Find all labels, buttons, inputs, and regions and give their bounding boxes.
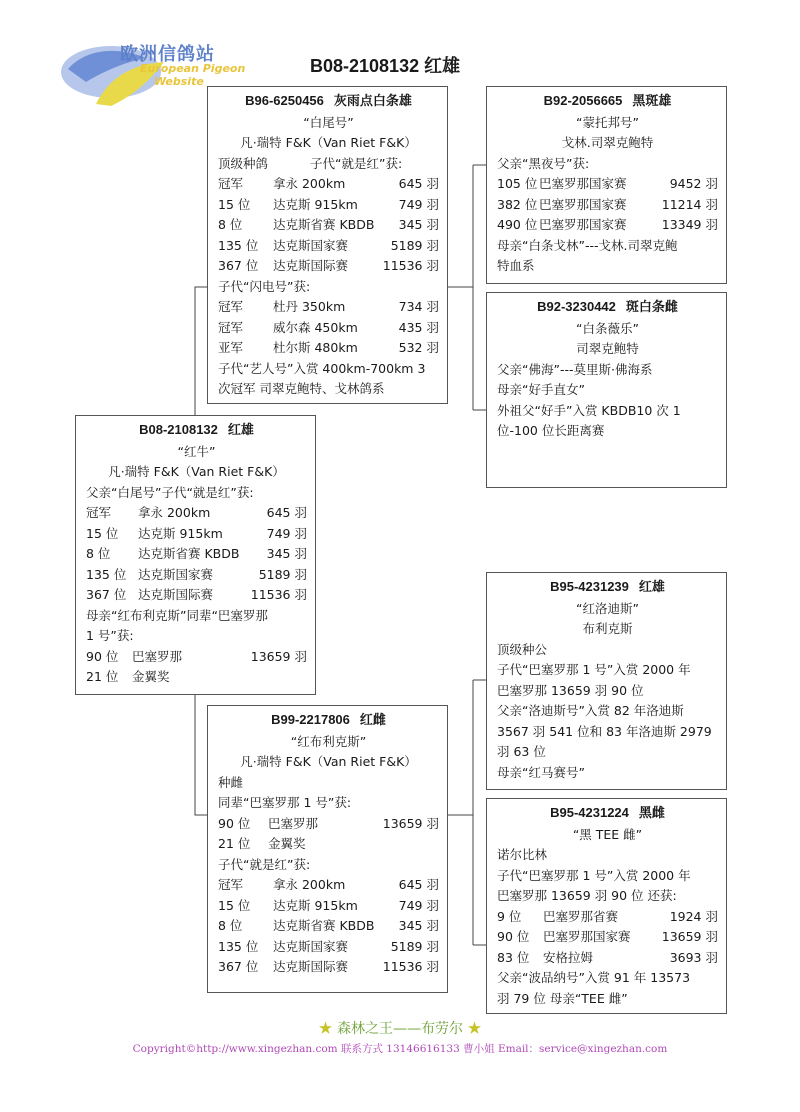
result-count: 749 羽 (266, 525, 307, 541)
result-race: 金翼奖 (132, 669, 170, 684)
result-race: 巴塞罗那国家赛 (539, 196, 627, 212)
sire-dam-line: 位-100 位长距离赛 (497, 423, 605, 438)
dam-sire-name: “红洛迪斯” (576, 600, 639, 616)
result-count: 11214 羽 (661, 196, 718, 212)
sire-sire-name: “蒙托邦号” (576, 114, 639, 130)
logo-text-cn: 欧洲信鸽站 (120, 44, 215, 65)
sire-line: 次冠军 司翠克鲍特、戈林鸽系 (218, 381, 385, 396)
result-place: 135 位 (86, 566, 127, 582)
result-race: 金翼奖 (268, 836, 306, 851)
result-place: 83 位 (497, 949, 530, 965)
sire-line: 子代“艺人号”入赏 400km-700km 3 (218, 360, 426, 376)
result-race: 达克斯 915km (273, 196, 358, 212)
result-place: 21 位 (218, 836, 251, 851)
result-count: 532 羽 (398, 340, 439, 355)
result-race: 巴塞罗那国家赛 (539, 176, 627, 191)
result-row (86, 503, 307, 524)
result-race: 安格拉姆 (543, 949, 594, 965)
logo-en-line1: European Pigeon (140, 62, 246, 75)
result-row (218, 297, 439, 318)
dam-sire-line: 子代“巴塞罗那 1 号”入赏 2000 年 (497, 662, 691, 677)
result-count: 345 羽 (398, 217, 439, 232)
sire-sire-card (486, 86, 727, 284)
result-place: 冠军 (218, 319, 244, 335)
dam-sire-line: 羽 63 位 (497, 744, 546, 759)
sire-breeder: 凡·瑞特 F&K（Van Riet F&K） (240, 135, 417, 150)
result-place: 21 位 (86, 669, 119, 684)
result-race: 达克斯省赛 KBDB (273, 918, 375, 933)
dam-dam-breeder: 诺尔比林 (497, 847, 548, 862)
result-race: 杜丹 350km (273, 299, 346, 314)
result-row (86, 565, 307, 586)
result-place: 90 位 (86, 648, 119, 664)
dam-dam-name: “黑 TEE 雌” (572, 826, 643, 842)
result-place: 8 位 (218, 918, 243, 933)
result-race: 拿永 200km (273, 176, 346, 191)
logo-text-en (140, 62, 245, 88)
result-row (86, 585, 307, 606)
result-count: 345 羽 (398, 918, 439, 933)
result-place: 135 位 (218, 938, 259, 954)
result-row (497, 174, 718, 195)
result-count: 13349 羽 (661, 217, 718, 232)
dam-results-2 (218, 875, 439, 978)
dam-line: 种雌 (218, 774, 244, 790)
result-place: 90 位 (218, 815, 251, 831)
sire-dam-line: 父亲“佛海”---莫里斯·佛海系 (497, 361, 653, 377)
result-place: 382 位 (497, 196, 538, 212)
result-place: 90 位 (497, 929, 530, 944)
subject-results-2 (86, 647, 307, 688)
result-place: 冠军 (86, 505, 112, 520)
sire-dam-header: B92-3230442 斑白条雌 (537, 299, 678, 315)
sire-line: 子代“闪电号”获: (218, 278, 311, 294)
result-race: 达克斯省赛 KBDB (138, 546, 240, 561)
sire-header: B96-6250456 灰雨点白条雄 (245, 93, 412, 109)
result-row (497, 215, 718, 236)
result-row (218, 916, 439, 937)
result-race: 拿永 200km (273, 877, 346, 892)
result-row (497, 907, 718, 928)
star-icon: ★ (318, 1021, 333, 1037)
result-count: 345 羽 (266, 546, 307, 561)
result-race: 达克斯国家赛 (273, 237, 349, 253)
star-icon: ★ (467, 1021, 482, 1037)
dam-dam-line: 羽 79 位 母亲“TEE 雌” (497, 990, 628, 1006)
result-race: 达克斯 915km (138, 525, 223, 541)
sire-dam-line: 外祖父“好手”入赏 KBDB10 次 1 (497, 402, 681, 418)
result-race: 达克斯国际赛 (138, 587, 214, 602)
dam-line: 同辈“巴塞罗那 1 号”获: (218, 795, 352, 810)
result-race: 达克斯省赛 KBDB (273, 217, 375, 232)
dam-dam-line: 子代“巴塞罗那 1 号”入赏 2000 年 (497, 867, 691, 883)
result-place: 冠军 (218, 176, 244, 191)
sire-sire-line: 父亲“黑夜号”获: (497, 155, 590, 171)
result-row (218, 318, 439, 339)
dam-sire-line: 3567 羽 541 位和 83 年洛迪斯 2979 (497, 723, 712, 739)
result-count: 11536 羽 (382, 258, 439, 273)
sire-results-2 (218, 297, 439, 359)
sire-sire-breeder: 戈林.司翠克鲍特 (561, 135, 654, 150)
result-count: 5189 羽 (390, 938, 439, 954)
result-row (218, 937, 439, 958)
connector-subject-sire (195, 287, 207, 415)
result-row (86, 667, 307, 688)
result-row (218, 236, 439, 257)
result-count: 5189 羽 (258, 566, 307, 582)
sire-dam-line: 母亲“好手直女” (497, 382, 585, 397)
result-race: 拿永 200km (138, 505, 211, 520)
dam-card (207, 705, 448, 993)
result-race: 巴塞罗那国家赛 (543, 929, 631, 944)
page-title: B08-2108132 红雄 (310, 56, 461, 76)
dam-sire-line: 父亲“洛迪斯号”入赏 82 年洛迪斯 (497, 703, 684, 718)
sire-sire-header: B92-2056665 黑斑雄 (543, 93, 672, 109)
sire-name: “白尾号” (303, 114, 354, 130)
result-race: 威尔森 450km (273, 319, 358, 335)
subject-header: B08-2108132 红雄 (139, 422, 254, 438)
dam-sire-breeder: 布利克斯 (582, 621, 633, 636)
result-row (218, 957, 439, 978)
result-place: 15 位 (218, 897, 251, 913)
footer-slogan (0, 1018, 800, 1038)
dam-dam-line: 父亲“波品纳号”入赏 91 年 13573 (497, 970, 691, 985)
result-place: 8 位 (86, 546, 111, 561)
result-row (86, 544, 307, 565)
result-count: 435 羽 (398, 319, 439, 335)
dam-dam-header: B95-4231224 黑雌 (550, 805, 665, 821)
result-count: 734 羽 (398, 299, 439, 314)
result-count: 3693 羽 (669, 949, 718, 965)
dam-sire-header: B95-4231239 红雄 (550, 579, 665, 595)
sire-card (207, 86, 448, 404)
result-race: 巴塞罗那省赛 (543, 908, 619, 924)
dam-dam-results (497, 907, 718, 969)
result-count: 13659 羽 (382, 815, 439, 831)
result-race: 杜尔斯 480km (273, 340, 358, 355)
result-row (86, 647, 307, 668)
dam-results-1 (218, 814, 439, 855)
result-race: 达克斯 915km (273, 897, 358, 913)
subject-results-1 (86, 503, 307, 606)
result-race: 巴塞罗那 (132, 648, 183, 664)
result-race: 达克斯国家赛 (138, 566, 214, 582)
result-count: 5189 羽 (390, 237, 439, 253)
result-count: 645 羽 (398, 877, 439, 892)
sire-dam-name: “白条薇乐” (576, 320, 639, 336)
subject-line: 1 号”获: (86, 628, 134, 643)
result-place: 490 位 (497, 217, 538, 232)
result-row (218, 195, 439, 216)
dam-sire-line: 巴塞罗那 13659 羽 90 位 (497, 682, 644, 698)
result-count: 13659 羽 (250, 648, 307, 664)
result-place: 冠军 (218, 299, 244, 314)
subject-card (75, 415, 316, 695)
result-row (218, 338, 439, 359)
subject-breeder: 凡·瑞特 F&K（Van Riet F&K） (108, 464, 285, 479)
result-row (86, 524, 307, 545)
footer-copyright[interactable]: Copyright©http://www.xingezhan.com 联系方式 13146616133 曹小姐 Email：service@xingezhan.com (132, 1043, 668, 1055)
result-place: 367 位 (218, 258, 259, 273)
result-place: 8 位 (218, 217, 243, 232)
result-count: 1924 羽 (669, 908, 718, 924)
result-count: 11536 羽 (382, 959, 439, 974)
dam-dam-line: 巴塞罗那 13659 羽 90 位 还获: (497, 888, 677, 903)
result-place: 367 位 (218, 959, 259, 974)
result-place: 15 位 (86, 525, 119, 541)
result-race: 达克斯国际赛 (273, 258, 349, 273)
sire-dam-card (486, 292, 727, 488)
result-row (218, 896, 439, 917)
result-place: 亚军 (218, 340, 244, 355)
dam-breeder: 凡·瑞特 F&K（Van Riet F&K） (240, 754, 417, 769)
dam-sire-line: 顶级种公 (497, 641, 548, 657)
result-count: 645 羽 (266, 505, 307, 520)
subject-line: 父亲“白尾号”子代“就是红”获: (86, 484, 254, 500)
subject-line: 母亲“红布利克斯”同辈“巴塞罗那 (86, 607, 268, 623)
result-place: 15 位 (218, 196, 251, 212)
result-place: 135 位 (218, 237, 259, 253)
subject-name: “红牛” (177, 443, 216, 459)
sire-sire-line: 母亲“白条戈林”---戈林.司翠克鲍 (497, 237, 678, 253)
result-count: 749 羽 (398, 897, 439, 913)
dam-header: B99-2217806 红雌 (271, 712, 386, 728)
result-row (497, 195, 718, 216)
result-count: 749 羽 (398, 196, 439, 212)
connector-subject-dam (195, 695, 207, 815)
result-place: 105 位 (497, 176, 538, 191)
logo-en-line2: Website (154, 75, 204, 88)
result-row (218, 814, 439, 835)
result-place: 冠军 (218, 877, 244, 892)
dam-line: 子代“就是红”获: (218, 856, 311, 872)
sire-sire-line: 特血系 (497, 258, 535, 273)
dam-name: “红布利克斯” (290, 733, 367, 749)
dam-sire-card (486, 572, 727, 790)
result-row (218, 875, 439, 896)
result-row (218, 256, 439, 277)
result-row (497, 927, 718, 948)
result-row (497, 948, 718, 969)
result-race: 达克斯国际赛 (273, 959, 349, 974)
result-row (218, 215, 439, 236)
slogan-text: 森林之王——布劳尔 (337, 1021, 463, 1037)
result-place: 9 位 (497, 908, 522, 924)
result-race: 达克斯国家赛 (273, 938, 349, 954)
result-count: 11536 羽 (250, 587, 307, 602)
result-row (218, 834, 439, 855)
result-count: 13659 羽 (661, 929, 718, 944)
result-count: 9452 羽 (669, 176, 718, 191)
sire-results-1 (218, 174, 439, 277)
sire-dam-breeder: 司翠克鲍特 (576, 341, 639, 356)
result-row (218, 174, 439, 195)
result-count: 645 羽 (398, 176, 439, 191)
dam-dam-card (486, 798, 727, 1014)
sire-sire-results (497, 174, 718, 236)
sire-line: 顶级种鸽 子代“就是红”获: (218, 155, 403, 171)
result-race: 巴塞罗那 (268, 815, 319, 831)
result-race: 巴塞罗那国家赛 (539, 217, 627, 232)
result-place: 367 位 (86, 587, 127, 602)
dam-sire-line: 母亲“红马赛号” (497, 764, 585, 780)
